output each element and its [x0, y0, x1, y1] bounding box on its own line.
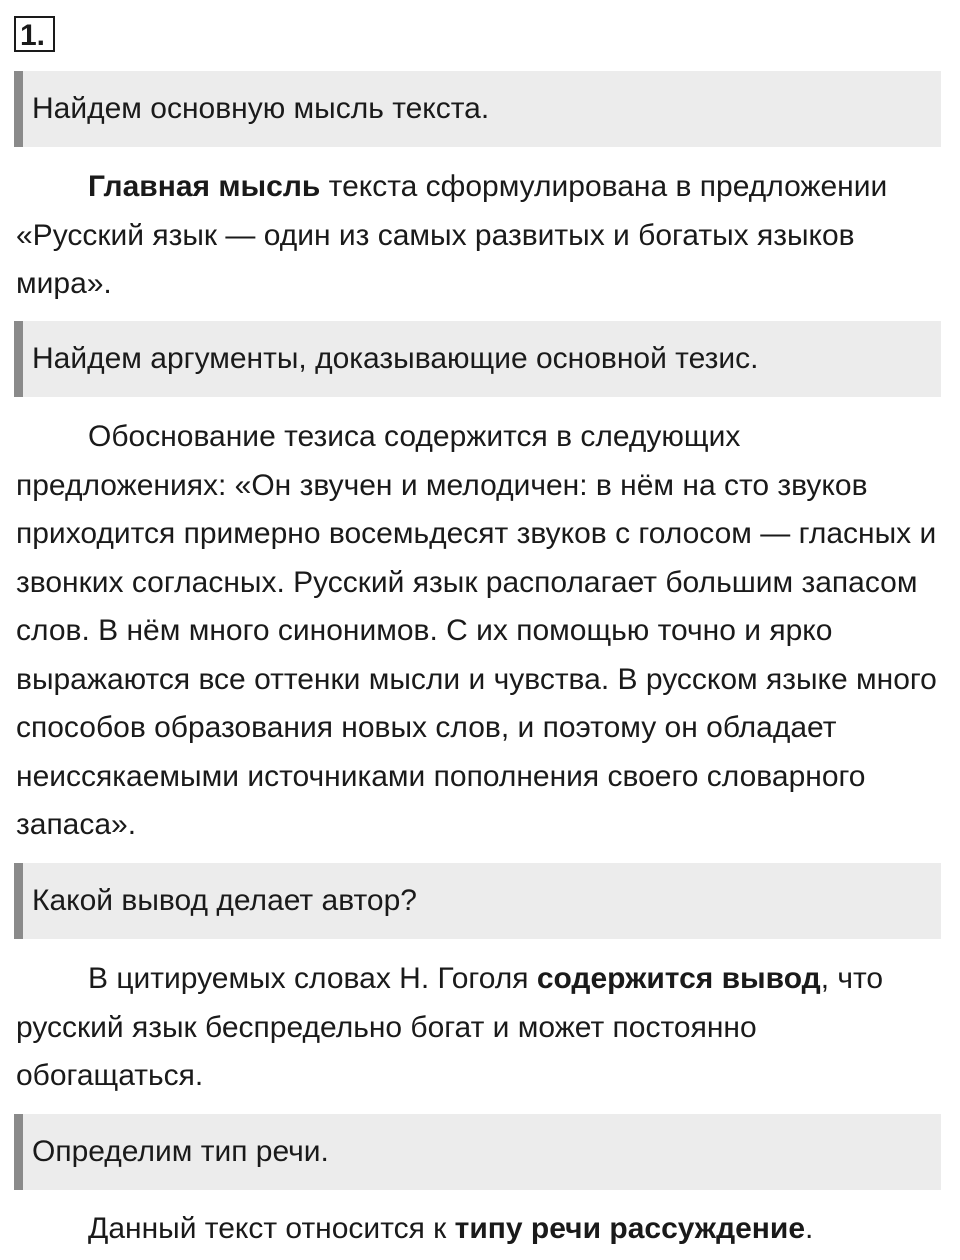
- answer-text: текста сформулирована в предложении «Русский язык — один из самых развитых и богатых языков мира».: [16, 170, 888, 300]
- answer-text: В цитируемых словах Н. Гоголя: [88, 962, 537, 995]
- answer-bold: Главная мысль: [88, 170, 321, 203]
- answer-text: .: [805, 1212, 814, 1245]
- question-text: Найдем основную мысль текста.: [32, 92, 490, 125]
- answer-text: , что русский язык беспредельно богат и может постоянно обогащаться.: [16, 962, 884, 1092]
- answer-bold: содержится вывод: [536, 962, 821, 995]
- answer-text: Данный текст относится к: [88, 1212, 455, 1245]
- question-bar-speech-type: [14, 1114, 941, 1190]
- answer-arguments: [16, 413, 946, 850]
- answer-bold: типу речи рассуждение: [454, 1212, 806, 1245]
- task-number-box: [14, 16, 55, 52]
- answer-conclusion: [16, 955, 946, 1101]
- answer-text: Обоснование тезиса содержится в следующих предложениях: «Он звучен и мелодичен: в нём на сто звуков приходится примерно восемьдесят звуков с голосом — гласных и звонких согласных. Русский язык располагает большим запасом слов. В нём много синонимов. С их помощью точно и ярко выражаются все оттенки мысли и чувства. В русском языке много способов образования новых слов, и поэтому он обладает неиссякаемыми источниками пополнения своего словарного запаса».: [16, 420, 937, 841]
- question-text: Какой вывод делает автор?: [32, 884, 417, 917]
- question-bar-conclusion: [14, 863, 941, 939]
- answer-main-idea: [16, 163, 946, 309]
- question-bar-main-idea: [14, 71, 941, 147]
- question-text: Определим тип речи.: [32, 1135, 329, 1168]
- question-text: Найдем аргументы, доказывающие основной тезис.: [32, 342, 759, 375]
- task-number: 1.: [20, 19, 46, 52]
- question-bar-arguments: [14, 321, 941, 397]
- answer-speech-type: [16, 1205, 946, 1254]
